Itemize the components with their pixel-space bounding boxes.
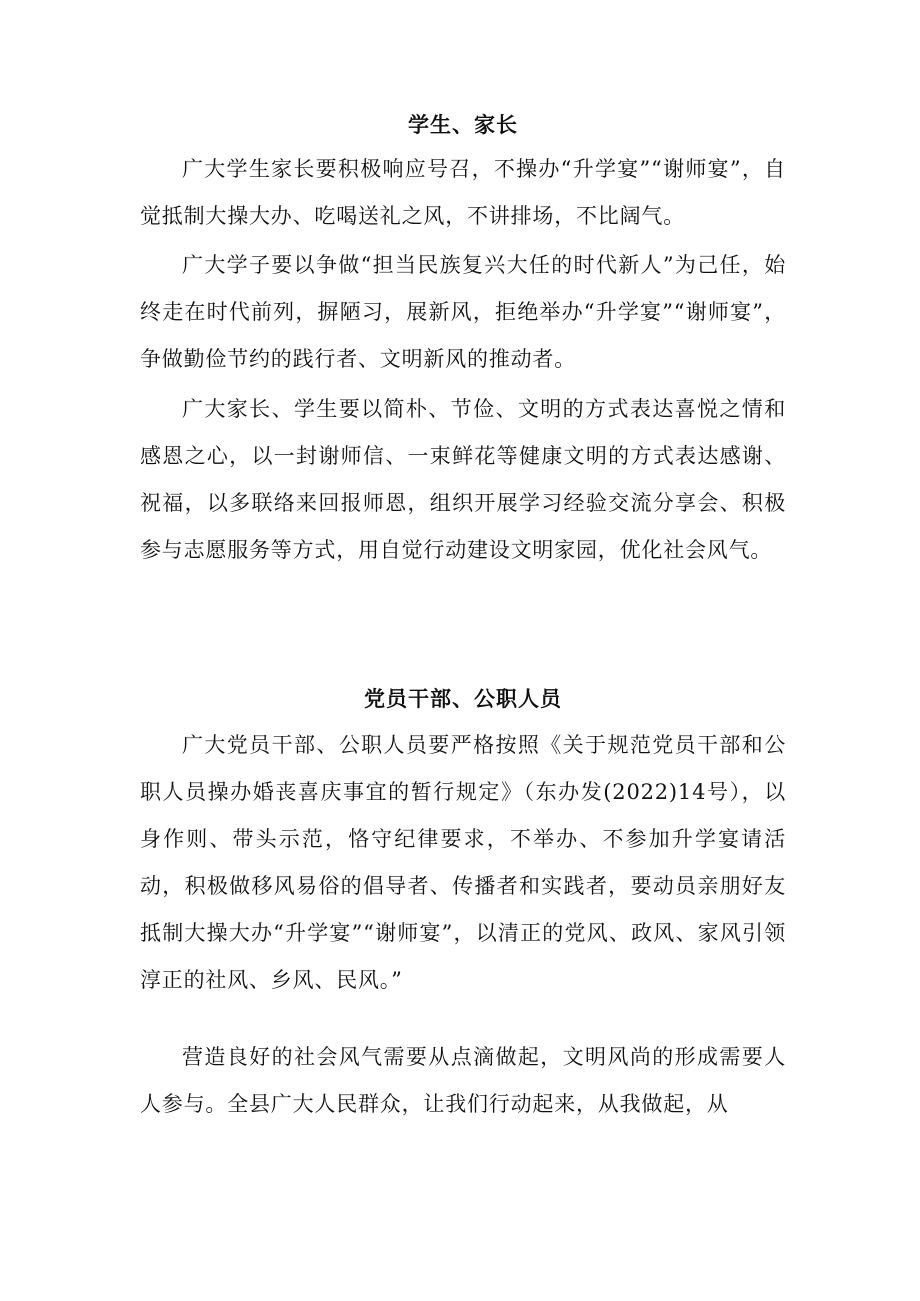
paragraph-gratitude-ways: 广大家长、学生要以简朴、节俭、文明的方式表达喜悦之情和感恩之心，以一封谢师信、一束鲜花等健康文明的方式表达感谢、祝福，以多联络来回报师恩，组织开展学习经验交流分享会、积极参与志愿服务等方式，用自觉行动建设文明家园，优化社会风气。 [140, 397, 786, 562]
paragraph-parents-no-banquets: 广大学生家长要积极响应号召，不操办“升学宴”“谢师宴”，自觉抵制大操大办、吃喝送礼之风，不讲排场，不比阔气。 [140, 157, 786, 228]
section-heading-party-officials: 党员干部、公职人员 [364, 686, 562, 711]
paragraph-students-new-era: 广大学子要以争做“担当民族复兴大任的时代新人”为己任，始终走在时代前列，摒陋习，展新风，拒绝举办“升学宴”“谢师宴”，争做勤俭节约的践行者、文明新风的推动者。 [140, 253, 786, 371]
section-heading-students-parents: 学生、家长 [408, 112, 518, 137]
paragraph-closing-call: 营造良好的社会风气需要从点滴做起，文明风尚的形成需要人人参与。全县广大人民群众，让我们行动起来，从我做起，从 [140, 1045, 786, 1116]
paragraph-officials-regulations: 广大党员干部、公职人员要严格按照《关于规范党员干部和公职人员操办婚丧喜庆事宜的暂行规定》（东办发(2022)14号），以身作则、带头示范，恪守纪律要求，不举办、不参加升学宴请活动，积极做移风易俗的倡导者、传播者和实践者，要动员亲朋好友抵制大操大办“升学宴”“谢师宴”，以清正的党风、政风、家风引领淳正的社风、乡风、民风。” [140, 733, 786, 992]
